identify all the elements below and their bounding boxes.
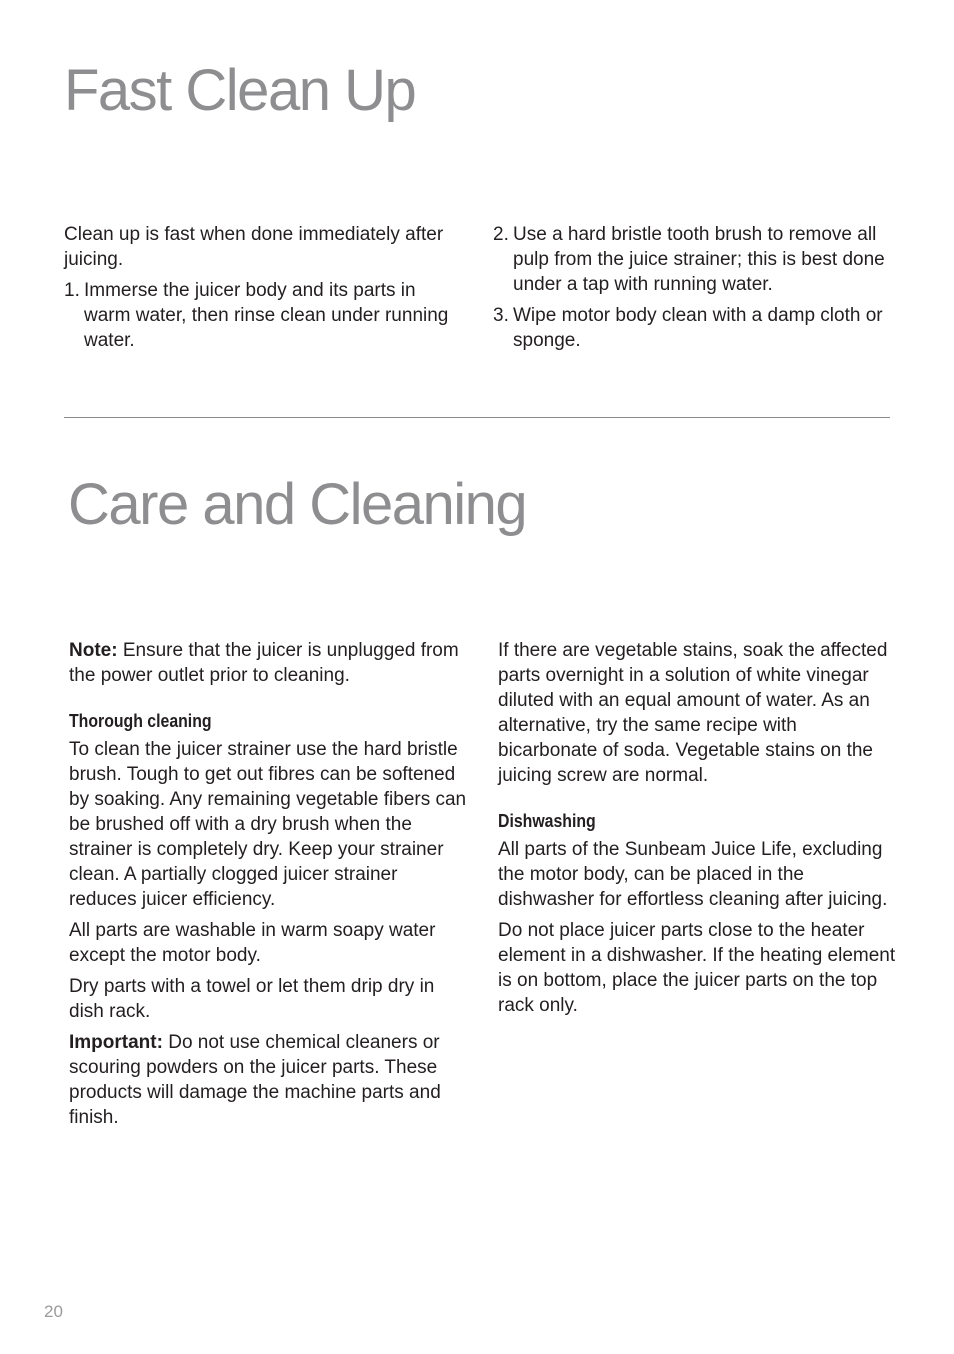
fast-clean-up-steps-right — [493, 222, 893, 353]
thorough-cleaning-heading: Thorough cleaning — [69, 711, 212, 731]
important-text: Do not use chemical cleaners or scouring powders on the juicer parts. These products will damage the machine parts and finish. — [69, 1032, 441, 1128]
important-label: Important: — [69, 1032, 163, 1053]
thorough-cleaning-paragraph-1: To clean the juicer strainer use the hard bristle brush. Tough to get out fibres can be softened by soaking. Any remaining vegetable fibers can be brushed off with a dry brush when the strainer is completely dry. Keep your strainer clean. A partially clogged juicer strainer reduces juicer efficiency. — [69, 739, 467, 910]
step-text: Wipe motor body clean with a damp cloth or sponge. — [513, 305, 883, 351]
step-number: 2. — [493, 224, 509, 245]
note-label: Note: — [69, 640, 118, 661]
fast-clean-up-intro: Clean up is fast when done immediately after juicing. — [64, 224, 444, 270]
thorough-cleaning-paragraph-2: All parts are washable in warm soapy water except the motor body. — [69, 920, 436, 966]
section-divider — [64, 417, 890, 418]
fast-clean-up-title: Fast Clean Up — [64, 58, 416, 123]
step-number: 1. — [64, 280, 80, 301]
note-paragraph — [69, 638, 467, 688]
thorough-cleaning-paragraph-3: Dry parts with a towel or let them drip dry in dish rack. — [69, 976, 435, 1022]
fast-clean-up-right-column — [493, 222, 893, 359]
fast-clean-up-left-column — [64, 222, 466, 359]
step-number: 3. — [493, 305, 509, 326]
step-text: Use a hard bristle tooth brush to remove all pulp from the juice strainer; this is best done under a tap with running water. — [513, 224, 885, 295]
page-number: 20 — [44, 1302, 63, 1321]
step-2 — [493, 222, 893, 297]
dishwashing-paragraph-1: All parts of the Sunbeam Juice Life, excluding the motor body, can be placed in the dishwasher for effortless cleaning after juicing. — [498, 839, 888, 910]
dishwashing-paragraph-2: Do not place juicer parts close to the heater element in a dishwasher. If the heating element is on bottom, place the juicer parts on the top rack only. — [498, 920, 896, 1016]
step-text: Immerse the juicer body and its parts in warm water, then rinse clean under running water. — [84, 280, 449, 351]
vegetable-stains-paragraph: If there are vegetable stains, soak the affected parts overnight in a solution of white vinegar diluted with an equal amount of water. As an alternative, try the same recipe with bicarbonate of soda. Vegetable stains on the juicing screw are normal. — [498, 640, 888, 786]
care-left-column — [69, 638, 467, 1136]
step-3 — [493, 303, 893, 353]
step-1 — [64, 278, 466, 353]
note-text: Ensure that the juicer is unplugged from the power outlet prior to cleaning. — [69, 640, 459, 686]
care-and-cleaning-title: Care and Cleaning — [68, 472, 527, 537]
care-right-column — [498, 638, 898, 1024]
fast-clean-up-steps-left — [64, 278, 466, 353]
dishwashing-heading: Dishwashing — [498, 811, 596, 831]
important-paragraph — [69, 1030, 467, 1130]
